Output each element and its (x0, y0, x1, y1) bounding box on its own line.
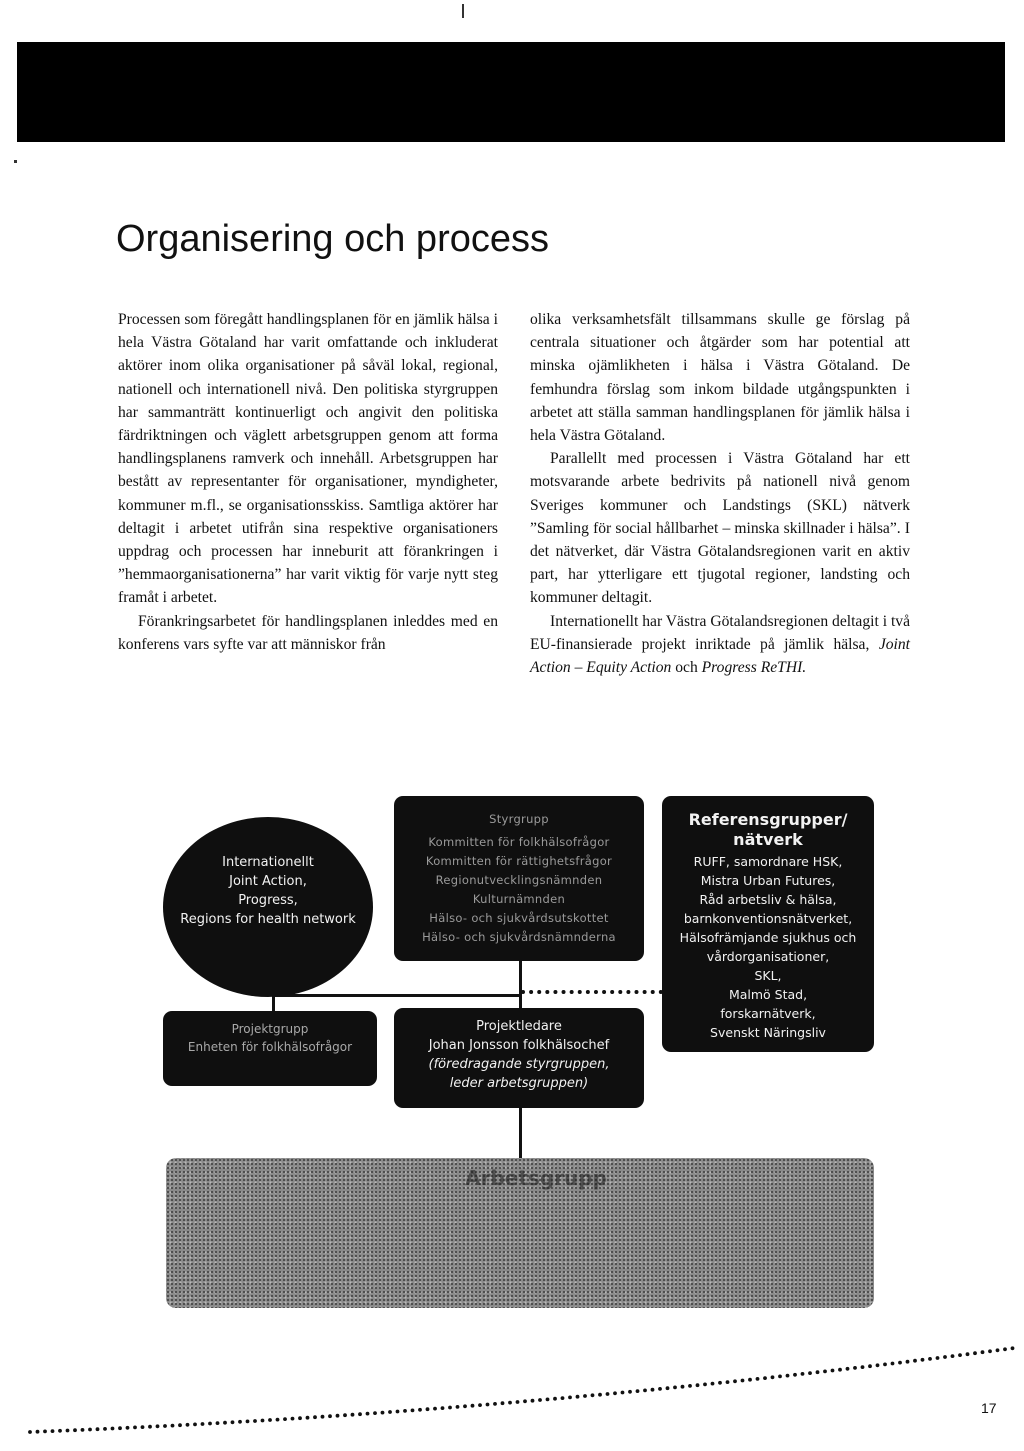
decorative-dot (936, 1356, 940, 1360)
decorative-dot (913, 1359, 917, 1363)
node-item: RUFF, samordnare HSK, (693, 854, 843, 869)
decorative-dot (876, 1363, 880, 1367)
decorative-dot (666, 1386, 670, 1390)
decorative-dot (276, 1418, 280, 1422)
decorative-dot (981, 1350, 985, 1354)
decorative-dot (306, 1416, 310, 1420)
decorative-dot (921, 1358, 925, 1362)
decorative-dot (846, 1367, 850, 1371)
decorative-dot (771, 1375, 775, 1379)
decorative-dot (1011, 1346, 1015, 1350)
decorative-dot (216, 1421, 220, 1425)
decorative-dot (898, 1361, 902, 1365)
decorative-dot (861, 1365, 865, 1369)
decorative-dot (516, 1400, 520, 1404)
node-item: forskarnätverk, (720, 1006, 816, 1021)
node-item: Hälsofrämjande sjukhus och (679, 930, 857, 945)
decorative-dot (366, 1412, 370, 1416)
node-item: Johan Jonsson folkhälsochef (428, 1038, 610, 1053)
decorative-dot (628, 1390, 632, 1394)
node-item: Råd arbetsliv & hälsa, (699, 892, 837, 907)
decorative-dot (711, 1382, 715, 1386)
node-item: Kommitten för folkhälsofrågor (428, 835, 610, 849)
decorative-dot (156, 1424, 160, 1428)
decorative-dot (943, 1355, 947, 1359)
decorative-dot (508, 1401, 512, 1405)
decorative-dot (591, 1393, 595, 1397)
paragraph: Parallellt med processen i Västra Götaland har ett motsvarande arbete bedrivits på nationell nivå genom Sveriges kommuner och Landstings (SKL) nätverk ”Samling för social hållbarhet – minska skillnader i hälsa”. I det nätverket, där Västra Götalandsregionen varit en aktiv part, har ytterligare ett tjugotal regioner, landsting och kommuner deltagit. (530, 450, 910, 607)
decorative-dot (538, 1398, 542, 1402)
decorative-dot (186, 1423, 190, 1427)
decorative-dot (223, 1421, 227, 1425)
decorative-dot (36, 1430, 40, 1434)
decorative-dot (178, 1423, 182, 1427)
decorative-dot (291, 1417, 295, 1421)
decorative-dot (763, 1376, 767, 1380)
decorative-dot (486, 1403, 490, 1407)
paragraph: olika verksamhetsfält tillsammans skulle ge förslag på centrala situationer och åtgärder som har potential att minska ojämlikheten i hälsa i Västra Götaland. De femhundra förslag som inkom bildade utgångspunkten i arbetet att ställa samman handlingsplanen för jämlik hälsa i hela Västra Götaland. (530, 311, 910, 445)
decorative-dot (583, 1394, 587, 1398)
decorative-dot (493, 1402, 497, 1406)
decorative-dot (396, 1410, 400, 1414)
decorative-dot (568, 1396, 572, 1400)
node-item: Malmö Stad, (728, 987, 808, 1002)
decorative-dot (163, 1424, 167, 1428)
decorative-dot (193, 1423, 197, 1427)
decorative-dot (643, 1389, 647, 1393)
decorative-dot (478, 1403, 482, 1407)
paragraph: Förankringsarbetet för handlingsplanen inleddes med en konferens vars syfte var att människor från (118, 612, 498, 653)
node-item: barnkonventionsnätverket, (683, 911, 853, 926)
node-item: Joint Action, (229, 874, 307, 889)
decorative-dot (621, 1391, 625, 1395)
decorative-dot (456, 1405, 460, 1409)
decorative-dot (418, 1408, 422, 1412)
decorative-dot (688, 1384, 692, 1388)
decorative-dot (838, 1368, 842, 1372)
decorative-dot (81, 1428, 85, 1432)
decorative-dot (928, 1357, 932, 1361)
decorative-dot (388, 1410, 392, 1414)
project-name: Joint Action – Equity Action (530, 635, 910, 677)
decorative-dot (778, 1375, 782, 1379)
decorative-dot (411, 1409, 415, 1413)
decorative-dot (28, 1430, 32, 1434)
decorative-dot (328, 1414, 332, 1418)
node-item: Kulturnämnden (472, 892, 566, 906)
decorative-dot (73, 1428, 77, 1432)
decorative-dot (501, 1401, 505, 1405)
node-item: Enheten för folkhälsofrågor (187, 1040, 353, 1054)
decorative-dot (313, 1415, 317, 1419)
decorative-dot (883, 1363, 887, 1367)
node-item: Progress, (238, 893, 298, 908)
decorative-dot (268, 1418, 272, 1422)
decorative-dot (463, 1404, 467, 1408)
decorative-dot (868, 1364, 872, 1368)
decorative-dot (126, 1426, 130, 1430)
paragraph-text: och (671, 659, 702, 677)
decorative-dot (658, 1387, 662, 1391)
page-title: Organisering och process (116, 218, 549, 260)
decorative-dot (703, 1383, 707, 1387)
node-title: Projektledare (476, 1019, 562, 1034)
decorative-dot (996, 1348, 1000, 1352)
decorative-dot (426, 1407, 430, 1411)
node-item: Svenskt Näringsliv (710, 1025, 826, 1040)
node-item: SKL, (754, 968, 782, 983)
decorative-dot (673, 1386, 677, 1390)
decorative-dot (433, 1407, 437, 1411)
decorative-dot (808, 1371, 812, 1375)
node-item: (föredragande styrgruppen, (428, 1057, 610, 1072)
decorative-dot (283, 1417, 287, 1421)
node-title: Referensgrupper/ nätverk (688, 810, 848, 849)
decorative-dot (51, 1429, 55, 1433)
decorative-dot (598, 1393, 602, 1397)
decorative-dot (381, 1411, 385, 1415)
decorative-dot (58, 1429, 62, 1433)
decorative-dot (43, 1430, 47, 1434)
decorative-dot (351, 1413, 355, 1417)
decorative-dot (733, 1379, 737, 1383)
decorative-dot (358, 1412, 362, 1416)
decorative-dot (231, 1420, 235, 1424)
decorative-dot (831, 1369, 835, 1373)
decorative-dot (133, 1426, 137, 1430)
decorative-dot (141, 1425, 145, 1429)
node-item: Kommitten för rättighetsfrågor (425, 854, 613, 868)
decorative-dot (793, 1373, 797, 1377)
decorative-dot (748, 1378, 752, 1382)
decorative-dot (546, 1398, 550, 1402)
decorative-dot (561, 1396, 565, 1400)
decorative-dot (636, 1389, 640, 1393)
decorative-dot (148, 1425, 152, 1429)
decorative-dot (958, 1353, 962, 1357)
decorative-dot (973, 1351, 977, 1355)
decorative-dot (201, 1422, 205, 1426)
decorative-dot (448, 1406, 452, 1410)
decorative-dot (786, 1374, 790, 1378)
decorative-dot (238, 1420, 242, 1424)
node-item: Regions for health network (180, 912, 356, 927)
decorative-dot (718, 1381, 722, 1385)
decorative-dot (336, 1414, 340, 1418)
decorative-dot (321, 1415, 325, 1419)
decorative-dot (553, 1397, 557, 1401)
decorative-dot (966, 1352, 970, 1356)
project-name: Progress ReTHI. (701, 659, 807, 677)
decorative-dot (246, 1420, 250, 1424)
decorative-dot (801, 1372, 805, 1376)
decorative-dot (756, 1377, 760, 1381)
node-item: leder arbetsgruppen) (449, 1076, 589, 1091)
decorative-dot (66, 1429, 70, 1433)
decorative-dot (523, 1399, 527, 1403)
decorative-dot (576, 1395, 580, 1399)
page-number: 17 (981, 1400, 997, 1416)
decorative-dot (531, 1399, 535, 1403)
decorative-dot (741, 1379, 745, 1383)
node-item: Regionutvecklingsnämnden (435, 873, 603, 887)
decorative-dot (823, 1370, 827, 1374)
decorative-dot (988, 1349, 992, 1353)
decorative-dot (403, 1409, 407, 1413)
node-item: Mistra Urban Futures, (700, 873, 836, 888)
decorative-dot (103, 1427, 107, 1431)
decorative-dot (441, 1406, 445, 1410)
node-item: Hälso- och sjukvårdsutskottet (429, 911, 609, 925)
decorative-dot (696, 1383, 700, 1387)
decorative-dot (651, 1388, 655, 1392)
node-title: Styrgrupp (489, 812, 549, 826)
decorative-dot (96, 1427, 100, 1431)
decorative-dot (343, 1413, 347, 1417)
decorative-dot (88, 1428, 92, 1432)
node-title: Internationellt (222, 855, 314, 870)
decorative-dot (471, 1404, 475, 1408)
decorative-dot (1003, 1347, 1007, 1351)
decorative-dot (906, 1360, 910, 1364)
decorative-dot (613, 1391, 617, 1395)
decorative-dot (681, 1385, 685, 1389)
paragraph-text: Internationellt har Västra Götalandsregionen deltagit i två EU-finansierade projekt inriktade på jämlik hälsa, (530, 612, 910, 653)
decorative-dot (606, 1392, 610, 1396)
decorative-dot (726, 1380, 730, 1384)
node-item: vårdorganisationer, (706, 949, 830, 964)
paragraph: Processen som föregått handlingsplanen för en jämlik hälsa i hela Västra Götaland har varit omfattande och inkluderat aktörer inom olika organisationer på såväl lokal, regional, nationell och internationell nivå. Den politiska styrgruppen har sammanträtt kontinuerligt och angivit den politiska färdriktningen och väglett arbetsgruppen genom att forma handlingsplanens ramverk och innehåll. Arbetsgruppen har bestått av representanter för organisationer, myndigheter, kommuner m.fl., se organisationsskiss. Samtliga aktörer har deltagit i arbetet utifrån sina respektive organisationers uppdrag och processen har inneburit att förankringen i ”hemmaorganisationerna” har varit viktig för varje nytt steg framåt i arbetet. (118, 311, 498, 607)
decorative-dot (171, 1424, 175, 1428)
node-title: Projektgrupp (231, 1022, 309, 1036)
decorative-dot (261, 1419, 265, 1423)
decorative-dot (816, 1370, 820, 1374)
decorative-dot (373, 1411, 377, 1415)
node-title: Arbetsgrupp (465, 1166, 607, 1190)
decorative-dot (111, 1427, 115, 1431)
decorative-dot (891, 1362, 895, 1366)
decorative-dot (853, 1366, 857, 1370)
decorative-dot (298, 1416, 302, 1420)
decorative-dot (253, 1419, 257, 1423)
node-item: Hälso- och sjukvårdsnämnderna (422, 930, 616, 944)
decorative-dot (118, 1426, 122, 1430)
decorative-dot (208, 1422, 212, 1426)
decorative-dot (951, 1354, 955, 1358)
